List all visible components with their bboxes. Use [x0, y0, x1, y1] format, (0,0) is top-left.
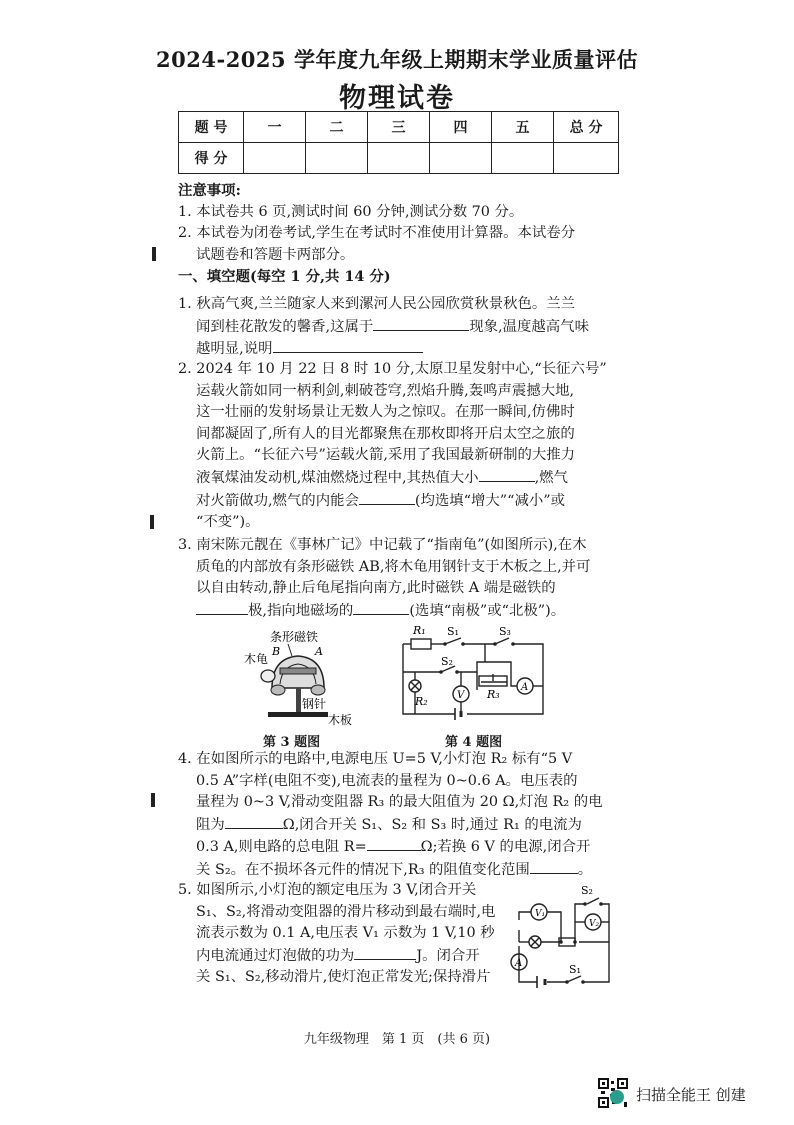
score-cell-2: 二 [306, 112, 368, 143]
score-input-1 [244, 143, 306, 174]
needle-label: 钢针 [302, 697, 327, 711]
binding-mark [152, 247, 156, 261]
figure-4-caption: 第 4 题图 [445, 735, 503, 750]
binding-mark [151, 793, 155, 807]
score-input-5 [492, 143, 554, 174]
q5-text: 内电流通过灯泡做的功为 [196, 947, 355, 964]
q5-line: 关 S₁、S₂,移动滑片,使灯泡正常发光;保持滑片 [196, 969, 491, 986]
magnet-end-a: A [315, 645, 323, 658]
q3-text: 极,指向地磁场的 [248, 602, 354, 619]
score-cell-1: 一 [244, 112, 306, 143]
figure-3-diagram [230, 628, 370, 726]
q4-line [178, 814, 602, 837]
label-r1: R₁ [413, 624, 426, 637]
score-cell-4: 四 [430, 112, 492, 143]
score-input-4 [430, 143, 492, 174]
figure-5-circuit [505, 882, 617, 990]
label-s1: S₁ [447, 625, 459, 638]
notice-item-1: 1. 本试卷共 6 页,测试时间 60 分钟,测试分数 70 分。 [178, 203, 524, 220]
q2-line [178, 490, 607, 513]
q5-line: 5. 如图所示,小灯泡的额定电压为 3 V,闭合开关 [178, 882, 477, 898]
score-row-label: 得 分 [179, 143, 244, 174]
question-1 [178, 294, 589, 361]
label-v2: V₂ [589, 919, 600, 929]
label-s3: S₃ [499, 625, 511, 638]
label-a: A [521, 682, 529, 693]
answer-blank[interactable] [273, 338, 423, 353]
q4-text: 。 [577, 861, 593, 878]
score-cell-label: 题 号 [179, 112, 244, 143]
q1-text: 闻到桂花散发的馨香,这属于 [196, 318, 374, 335]
q2-line [178, 467, 607, 490]
score-cell-5: 五 [492, 112, 554, 143]
figure-3-caption: 第 3 题图 [263, 735, 321, 750]
q4-text: Ω,闭合开关 S₁、S₂ 和 S₃ 时,通过 R₁ 的电流为 [282, 816, 582, 833]
notice-item-2-cont: 试题卷和答题卡两部分。 [196, 246, 355, 263]
q4-text: Ω;若换 6 V 的电源,闭合开 [420, 839, 591, 856]
exam-title: 2024-2025 学年度九年级上期期末学业质量评估 [156, 47, 638, 72]
binding-mark [150, 515, 154, 529]
q1-text: 现象,温度越高气味 [469, 318, 589, 335]
bar-magnet [280, 668, 316, 674]
q1-line [178, 316, 589, 339]
label-r3: R₃ [487, 688, 500, 701]
q2-text: 对火箭做功,燃气的内能会 [196, 492, 359, 509]
score-table-header-row [179, 112, 619, 143]
answer-blank[interactable] [196, 600, 248, 615]
label-a: A [515, 958, 523, 969]
q2-line: 这一壮丽的发射场景让无数人为之惊叹。在那一瞬间,仿佛时 [196, 404, 575, 421]
q4-line: 0.5 A”字样(电阻不变),电流表的量程为 0~0.6 A。电压表的 [196, 772, 578, 789]
magnet-label: 条形磁铁 [270, 630, 319, 644]
scanner-logo-icon [610, 1090, 624, 1104]
score-cell-total: 总 分 [554, 112, 619, 143]
wooden-board [268, 712, 328, 717]
q1-line [178, 338, 589, 361]
answer-blank[interactable] [225, 814, 283, 829]
q3-line [178, 600, 590, 623]
page-footer: 九年级物理 第 1 页 (共 6 页) [303, 1032, 491, 1047]
answer-blank[interactable] [354, 945, 416, 960]
q2-line: 间都凝固了,所有人的目光都聚焦在那枚即将开启太空之旅的 [196, 425, 575, 442]
score-table-score-row [179, 143, 619, 174]
exam-subtitle: 物理试卷 [339, 83, 455, 114]
answer-blank[interactable] [367, 836, 421, 851]
magnet-end-b: B [272, 645, 281, 658]
q1-text: 越明显,说明 [196, 341, 273, 358]
label-v1: V₁ [535, 909, 546, 919]
q2-line: 火箭上。“长征六号”运载火箭,采用了我国最新研制的大推力 [196, 447, 576, 464]
question-2 [178, 359, 607, 534]
q3-text: (选填“南极”或“北极”)。 [409, 602, 566, 619]
answer-blank[interactable] [479, 467, 535, 482]
q5-line: S₁、S₂,将滑动变阻器的滑片移动到最右端时,电 [196, 903, 496, 920]
q4-line [178, 859, 602, 882]
q2-text: (均选填“增大”“减小”或 [414, 492, 566, 509]
answer-blank[interactable] [359, 490, 415, 505]
notice-block [178, 180, 648, 288]
steel-needle [296, 688, 301, 712]
label-s1: S₁ [569, 963, 581, 976]
q4-line: 量程为 0~3 V,滑动变阻器 R₃ 的最大阻值为 20 Ω,灯泡 R₂ 的电 [196, 794, 603, 811]
turtle-label: 木龟 [244, 652, 269, 666]
q5-line: 流表示数为 0.1 A,电压表 V₁ 示数为 1 V,10 秒 [196, 925, 495, 942]
q4-line [178, 836, 602, 859]
answer-blank[interactable] [373, 316, 469, 331]
board-label: 木板 [328, 713, 353, 726]
q4-text: 阻为 [196, 816, 225, 833]
q4-line: 4. 在如图所示的电路中,电源电压 U=5 V,小灯泡 R₂ 标有“5 V [178, 751, 573, 767]
question-3 [178, 535, 590, 622]
label-r2: R₂ [415, 695, 428, 708]
label-v: V [457, 690, 465, 701]
q2-line: “不变”)。 [196, 514, 260, 531]
q1-line: 1. 秋高气爽,兰兰随家人来到漯河人民公园欣赏秋景秋色。兰兰 [178, 296, 576, 312]
q5-line [178, 945, 495, 968]
q2-text: 液氧煤油发动机,煤油燃烧过程中,其热值大小 [196, 469, 479, 486]
resistor-r1 [411, 639, 431, 649]
turtle-head [261, 670, 275, 682]
notice-item-2: 2. 本试卷为闭卷考试,学生在考试时不准使用计算器。本试卷分 [178, 225, 576, 242]
question-4 [178, 749, 602, 882]
scanner-brand: 扫描全能王 创建 [636, 1086, 746, 1104]
q2-line: 运载火箭如同一柄利剑,刺破苍穹,烈焰升腾,轰鸣声震撼大地, [196, 382, 575, 399]
notice-heading: 注意事项: [178, 182, 241, 199]
label-s2: S₂ [441, 655, 453, 668]
q3-line: 质龟的内部放有条形磁铁 AB,将木龟用钢针支于木板之上,并可 [196, 558, 591, 575]
q4-text: 0.3 A,则电路的总电阻 R= [196, 839, 367, 856]
score-input-3 [368, 143, 430, 174]
score-input-2 [306, 143, 368, 174]
q3-line: 以自由转动,静止后龟尾指向南方,此时磁铁 A 端是磁铁的 [196, 580, 556, 597]
figure-4-circuit [395, 622, 555, 720]
question-5 [178, 880, 495, 989]
q2-text: ,燃气 [534, 469, 568, 486]
answer-blank[interactable] [353, 600, 409, 615]
score-table [178, 111, 619, 174]
q2-line: 2. 2024 年 10 月 22 日 8 时 10 分,太原卫星发射中心,“长征六号” [178, 361, 607, 377]
q4-text: 关 S₂。在不损坏各元件的情况下,R₃ 的阻值变化范围 [196, 861, 530, 878]
q5-text: J。闭合开 [416, 947, 480, 964]
score-cell-3: 三 [368, 112, 430, 143]
section-heading: 一、填空题(每空 1 分,共 14 分) [178, 268, 391, 286]
q3-line: 3. 南宋陈元靓在《事林广记》中记载了“指南龟”(如图所示),在木 [178, 537, 587, 553]
label-s2: S₂ [581, 884, 593, 897]
answer-blank[interactable] [530, 859, 578, 874]
score-input-total [554, 143, 619, 174]
